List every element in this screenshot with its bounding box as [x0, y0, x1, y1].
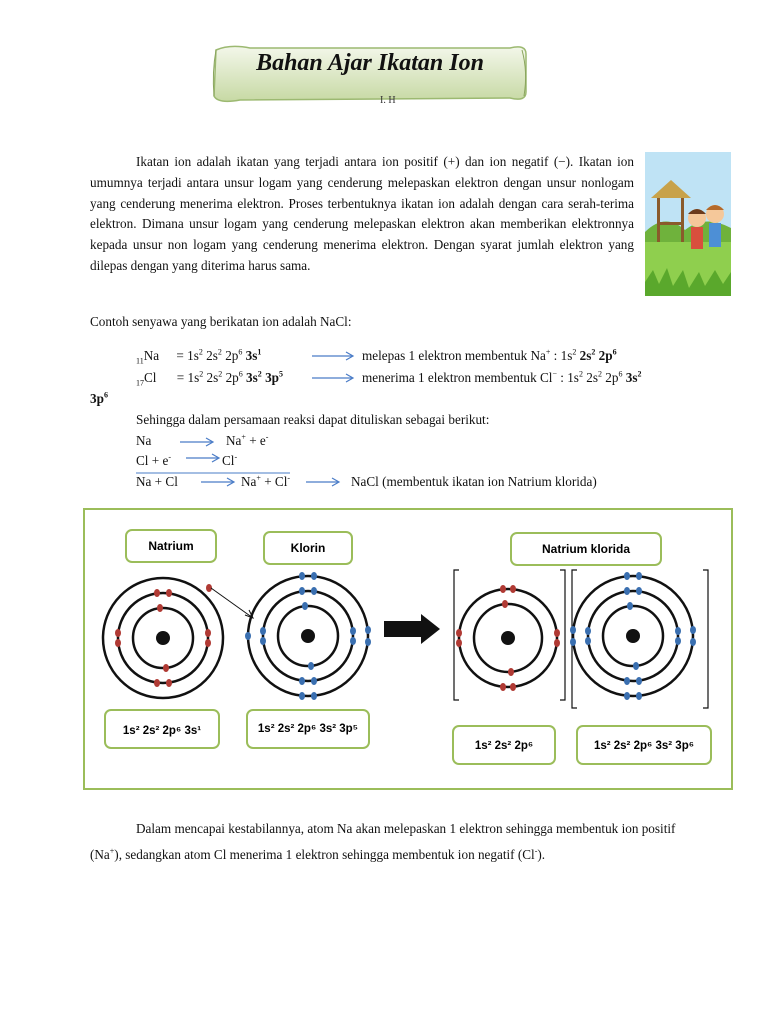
- r2-left: Cl + e: [136, 453, 169, 468]
- r3-mid2: + Cl: [264, 474, 288, 489]
- cl-result: menerima 1 elektron membentuk Cl− : $1s^2$ $2s^2$ $2p^6$ $3s^2$: [362, 369, 642, 385]
- cl-config-prefix: = 1s: [176, 370, 200, 385]
- arrow-icon: [312, 350, 356, 362]
- closing-part2: ), sedangkan atom Cl menerima 1 elektron sehingga membentuk ion negatif (Cl: [114, 847, 535, 862]
- na-result-config: : 1s: [553, 348, 573, 363]
- cl-symbol: Cl: [144, 370, 157, 385]
- closing-part3: ).: [537, 847, 546, 862]
- reaction-3-product: NaCl (membentuk ikatan ion Natrium klorida): [351, 474, 597, 489]
- klorin-label: Klorin: [290, 541, 326, 555]
- arrow-icon: [180, 436, 216, 448]
- arrow-icon: [312, 372, 356, 384]
- nacl-label: Natrium klorida: [541, 542, 631, 556]
- reaction-2-right: Cl-: [222, 452, 238, 468]
- na-config-label: 1s² 2s² 2p⁶ 3s¹: [122, 725, 202, 737]
- cl-config-line: $_{17}Cl = 1s^2$ $2s^2$ $2p^6$ $3s^2$ $3p^5$: [136, 369, 284, 388]
- cl-result-text: menerima 1 elektron membentuk Cl: [362, 370, 553, 385]
- na-config-prefix: = 1s: [176, 348, 199, 363]
- reaction-3: [136, 474, 178, 490]
- children-illustration: [645, 152, 731, 296]
- closing-paragraph: Dalam mencapai kestabilannya, atom Na akan melepaskan 1 elektron sehingga membentuk ion positif (Na+), sedangkan atom Cl menerima 1 elektron sehingga membentuk ion negatif (Cl-).: [90, 821, 676, 862]
- arrow-icon: [186, 452, 222, 464]
- reaction-1: [136, 433, 151, 449]
- title-fragment: I. H: [380, 95, 396, 106]
- cl-result-config: : 1s: [560, 370, 579, 385]
- r1-plus: + e: [249, 433, 266, 448]
- intro-paragraph: Ikatan ion adalah ikatan yang terjadi antara ion positif (+) dan ion negatif (−). Ikatan ion umumnya terjadi antara unsur logam yang cenderung melepaskan elektron dengan unsur nonlogam yang cenderung menerima elektron. Proses terbentuknya ikatan ion adalah dengan cara serah-terima elektron. Dimana unsur logam yang cenderung melepaskan elektron akan memberikan elektronnya kepada unsur non logam yang cenderung menerima elektron. Dengan syarat jumlah elektron yang dilepas dengan yang diterima harus sama.: [90, 154, 634, 273]
- cl-wrap-text: 3p: [90, 391, 104, 406]
- na-result-text: melepas 1 elektron membentuk Na: [362, 348, 546, 363]
- r3-mid: Na: [241, 474, 257, 489]
- r2-right: Cl: [222, 453, 235, 468]
- page-title: Bahan Ajar Ikatan Ion: [256, 50, 484, 76]
- cl-result-wrap: $3p^6$: [90, 390, 108, 406]
- ionic-bond-diagram: [83, 508, 733, 790]
- reaction-intro: Sehingga dalam persamaan reaksi dapat dituliskan sebagai berikut:: [136, 412, 490, 427]
- cl-atomic-number: 17: [136, 378, 144, 388]
- r1-left: Na: [136, 433, 152, 448]
- reaction-1-right: Na+ + e-: [226, 432, 269, 448]
- cl-ion-config-label: 1s² 2s² 2p⁶ 3s² 3p⁶: [593, 740, 695, 752]
- reaction-3-mid: Na+ + Cl-: [241, 473, 291, 489]
- example-intro: Contoh senyawa yang berikatan ion adalah NaCl:: [90, 314, 352, 329]
- closing-part1: Dalam mencapai kestabilannya, atom Na akan melepaskan 1 elektron sehingga membentuk ion positif (Na: [90, 821, 676, 862]
- cl-config-label: 1s² 2s² 2p⁶ 3s² 3p⁵: [257, 723, 359, 735]
- na-ion-config-label: 1s² 2s² 2p⁶: [474, 740, 534, 752]
- reaction-2: Cl + e-: [136, 452, 172, 468]
- na-symbol: Na: [143, 348, 160, 363]
- na-result: melepas 1 elektron membentuk Na+ : $1s^2$ $2s^2$ $2p^6$: [362, 347, 617, 363]
- arrow-icon: [306, 476, 342, 488]
- na-atomic-number: 11: [136, 356, 144, 366]
- natrium-label: Natrium: [148, 539, 194, 553]
- r1-right: Na: [226, 433, 242, 448]
- r3-left: Na + Cl: [136, 474, 178, 489]
- arrow-icon: [201, 476, 237, 488]
- na-config-line: $_{11}Na = 1s^2$ $2s^2$ $2p^6$ $3s^1$: [136, 347, 262, 366]
